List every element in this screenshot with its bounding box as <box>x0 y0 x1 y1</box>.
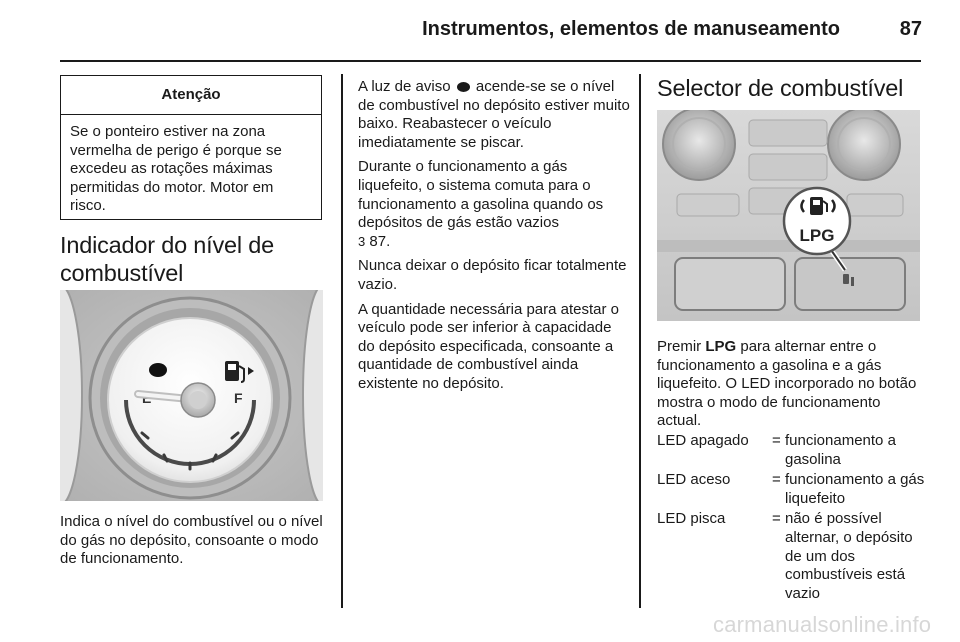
fuel-gauge-caption: Indica o nível do combustível ou o nível do gás no depósito, consoante o modo de funcionamento. <box>60 513 323 568</box>
led-state-equals: = <box>772 432 781 449</box>
led-state-row <box>657 471 927 508</box>
page-number: 87 <box>899 18 922 40</box>
column-divider-right <box>639 74 641 608</box>
site-watermark: carmanualsonline.info <box>713 612 932 637</box>
fuel-gauge-photo <box>60 290 323 501</box>
led-state-equals: = <box>772 471 781 489</box>
led-state-description: não é possível alternar, o depósito de um dos combustíveis está vazio <box>785 510 913 602</box>
column2-text <box>358 78 630 400</box>
warning-text: Se o ponteiro estiver na zona vermelha de perigo é porque se excedeu as rotações máximas permitidas do motor. Motor em risco. <box>70 123 282 215</box>
led-state-row <box>657 510 927 603</box>
led-state-term: LED apagado <box>657 432 749 449</box>
lpg-button-label: LPG <box>799 226 835 245</box>
led-state-list <box>657 432 927 605</box>
led-state-description: funcionamento a gasolina <box>785 432 896 468</box>
fuel-selector-intro: Premir LPG para alternar entre o funcionamento a gasolina e a gás liquefeito. O LED incorporado no botão mostra o modo de funcionamento actual. <box>657 338 917 430</box>
warning-title: Atenção <box>61 76 321 115</box>
tank-capacity-paragraph: A quantidade necessária para atestar o veículo pode ser inferior à capacidade do depósito especificada, consoante a quantidade de combustível ainda existente no depósito. <box>358 300 620 392</box>
warning-box <box>60 75 322 220</box>
fuel-selector-photo <box>657 110 920 321</box>
page-ref-arrow-icon: 3 <box>358 233 366 249</box>
page-header-title: Instrumentos, elementos de manuseamento <box>422 18 840 40</box>
warning-light-paragraph: A luz de aviso acende-se se o nível de combustível no depósito estiver muito baixo. Reabastecer o veículo imediatamente se piscar. <box>358 78 630 151</box>
never-empty-paragraph: Nunca deixar o depósito ficar totalmente vazio. <box>358 257 627 293</box>
lpg-switchover-paragraph: Durante o funcionamento a gás liquefeito, o sistema comuta para o funcionamento a gasolina quando os depósitos de gás estão vazios 3 87. <box>358 158 604 250</box>
led-state-equals: = <box>772 510 781 528</box>
page-reference[interactable]: 87. <box>369 232 391 250</box>
column-divider-left <box>341 74 343 608</box>
gauge-full-label: F <box>234 390 243 406</box>
led-state-description: funcionamento a gás liquefeito <box>785 471 925 507</box>
fuel-warning-light-icon <box>457 82 470 92</box>
led-state-term: LED aceso <box>657 471 731 489</box>
fuel-level-heading: Indicador do nível de combustível <box>60 232 274 286</box>
header-rule <box>60 60 921 62</box>
led-state-row <box>657 432 927 469</box>
low-fuel-warning-dot <box>149 363 167 377</box>
lpg-key-name: LPG <box>705 338 737 355</box>
fuel-selector-heading: Selector de combustível <box>657 75 904 101</box>
led-state-term: LED pisca <box>657 510 726 528</box>
